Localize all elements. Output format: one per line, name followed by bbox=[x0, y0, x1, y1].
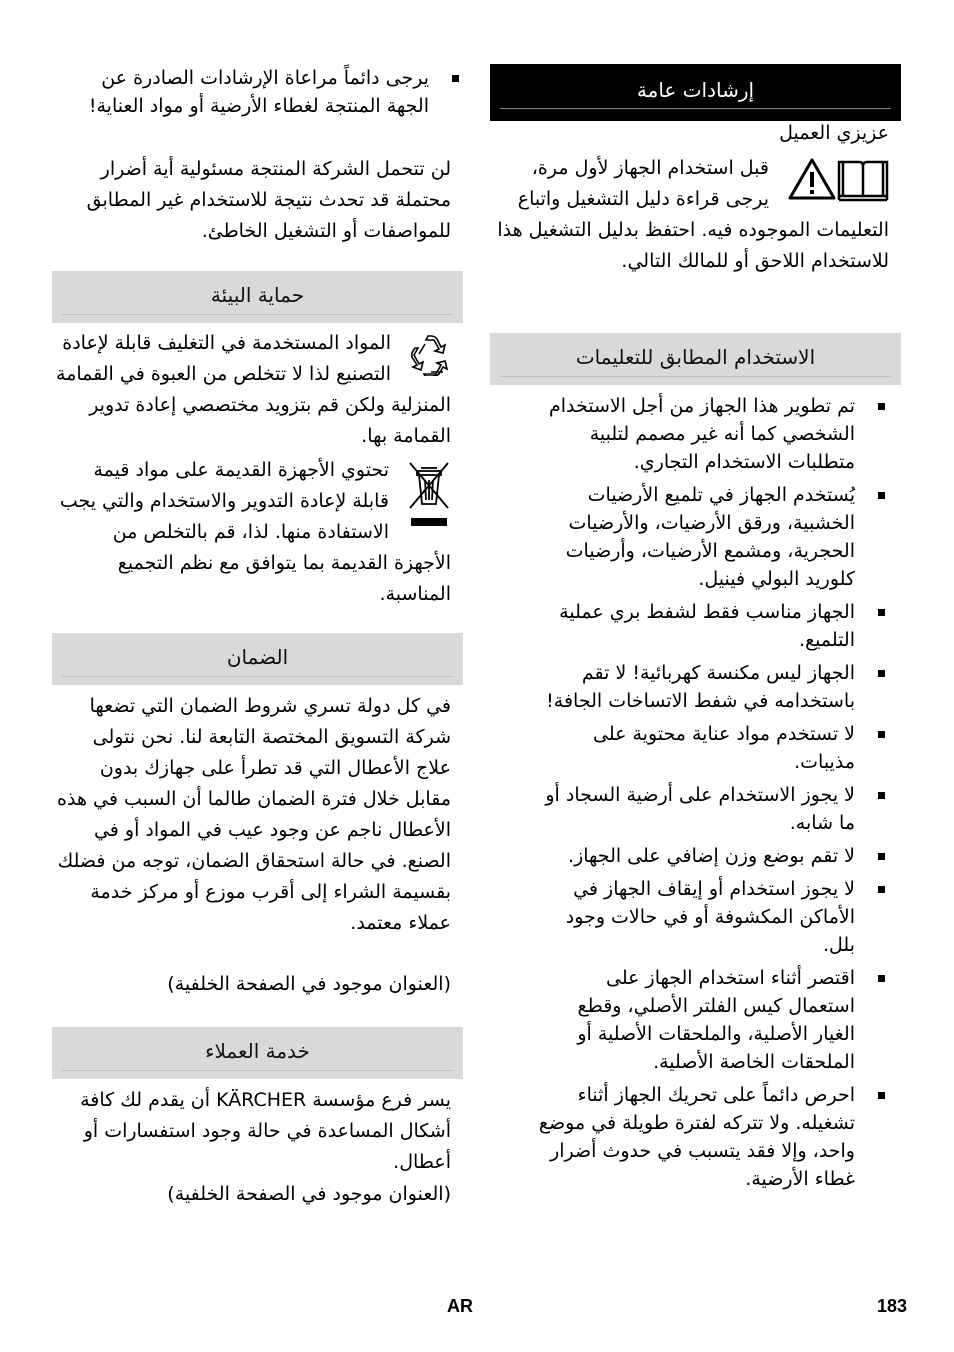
section-header-warranty bbox=[52, 633, 463, 685]
header-rule bbox=[500, 108, 891, 109]
list-item: لا تستخدم مواد عناية محتوية على مذيبات. bbox=[534, 720, 889, 776]
liability-text: لن تتحمل الشركة المنتجة مسئولية أية أضرار محتملة قد تحدث نتيجة للاستخدام غير المطابق للمواصفات أو التشغيل الخاطئ. bbox=[86, 158, 451, 242]
salutation: عزيزي العميل bbox=[779, 122, 889, 144]
section-header-customer-service bbox=[52, 1027, 463, 1079]
warranty-address-note: (العنوان موجود في الصفحة الخلفية) bbox=[167, 973, 451, 995]
packaging-text-body: المواد المستخدمة في التغليف قابلة لإعادة التصنيع لذا لا تتخلص من العبوة في القمامة المنزلية ولكن قم بتزويد مختصصي إعادة تدوير القمامة بها. bbox=[56, 332, 451, 447]
header-rule bbox=[500, 376, 891, 377]
old-devices-text bbox=[56, 455, 451, 610]
customer-service-text: يسر فرع مؤسسة KÄRCHER أن يقدم لك كافة أشكال المساعدة في حالة وجود استفسارات أو أعطال. bbox=[80, 1089, 451, 1173]
intro-text bbox=[494, 153, 889, 277]
section-header-general bbox=[490, 64, 901, 121]
list-item: احرص دائماً على تحريك الجهاز أثناء تشغيله. ولا تتركه لفترة طويلة في موضع واحد، وإلا فقد يتسبب في حدوث أضرار غطاء الأرضية. bbox=[534, 1081, 889, 1193]
header-rule bbox=[62, 1070, 453, 1071]
language-code: AR bbox=[447, 1296, 473, 1316]
warranty-heading: الضمان bbox=[226, 645, 289, 669]
packaging-text bbox=[56, 328, 451, 452]
header-rule bbox=[62, 676, 453, 677]
list-item: لا يجوز الاستخدام على أرضية السجاد أو ما شابه. bbox=[534, 781, 889, 837]
intro-text-body: قبل استخدام الجهاز لأول مرة، يرجى قراءة دليل التشغيل واتباع التعليمات الموجوده فيه. احتفظ بدليل التشغيل هذا للاستخدام اللاحق أو للمالك التالي. bbox=[497, 157, 889, 272]
list-item: تم تطوير هذا الجهاز من أجل الاستخدام الشخصي كما أنه غير مصمم لتلبية متطلبات الاستخدام التجاري. bbox=[534, 392, 889, 476]
old-devices-text-body: تحتوي الأجهزة القديمة على مواد قيمة قابلة لإعادة التدوير والاستخدام والتي يجب الاستفادة منها. لذا، قم بالتخلص من الأجهزة القديمة بما يتوافق مع نظم التجميع المناسبة. bbox=[59, 459, 451, 605]
list-item: يرجى دائماً مراعاة الإرشادات الصادرة عن الجهة المنتجة لغطاء الأرضية أو مواد العناية! bbox=[63, 64, 463, 120]
list-item: لا تقم بوضع وزن إضافي على الجهاز. bbox=[534, 842, 889, 870]
intended-use-heading: الاستخدام المطابق للتعليمات bbox=[575, 345, 816, 369]
list-item: يُستخدم الجهاز في تلميع الأرضيات الخشبية، ورقق الأرضيات، والأرضيات الحجرية، ومشمع الأرضيات، وأرضيات كلوريد البولي فينيل. bbox=[534, 481, 889, 593]
care-instructions-list bbox=[63, 64, 463, 125]
warranty-text: في كل دولة تسري شروط الضمان التي تضعها شركة التسويق المختصة التابعة لنا. نحن نتولى علاج الأعطال التي قد تطرأ على جهازك بدون مقابل خلال فترة الضمان طالما أن السبب في هذه الأعطال ناجم عن وجود عيب في المواد أو في الصنع. في حالة استحقاق الضمان، توجه من فضلك بقسيمة الشراء إلى أقرب موزع أو مركز خدمة عملاء معتمد. bbox=[57, 695, 451, 934]
header-rule bbox=[62, 314, 453, 315]
list-item: لا يجوز استخدام أو إيقاف الجهاز في الأماكن المكشوفة أو في حالات وجود بلل. bbox=[534, 875, 889, 959]
intended-use-list bbox=[534, 392, 889, 1198]
environment-heading: حماية البيئة bbox=[210, 283, 305, 307]
list-item: الجهاز مناسب فقط لشفط بري عملية التلميع. bbox=[534, 598, 889, 654]
general-heading: إرشادات عامة bbox=[636, 78, 755, 102]
section-header-intended-use bbox=[490, 333, 901, 385]
customer-service-address-note: (العنوان موجود في الصفحة الخلفية) bbox=[167, 1183, 451, 1205]
page-number: 183 bbox=[877, 1296, 908, 1316]
section-header-environment bbox=[52, 271, 463, 323]
list-item: الجهاز ليس مكنسة كهربائية! لا تقم باستخدامه في شفط الاتساخات الجافة! bbox=[534, 659, 889, 715]
list-item: اقتصر أثناء استخدام الجهاز على استعمال كيس الفلتر الأصلي، وقطع الغيار الأصلية، والملحقات الأصلية أو الملحقات الخاصة الأصلية. bbox=[534, 964, 889, 1076]
customer-service-heading: خدمة العملاء bbox=[205, 1039, 310, 1063]
